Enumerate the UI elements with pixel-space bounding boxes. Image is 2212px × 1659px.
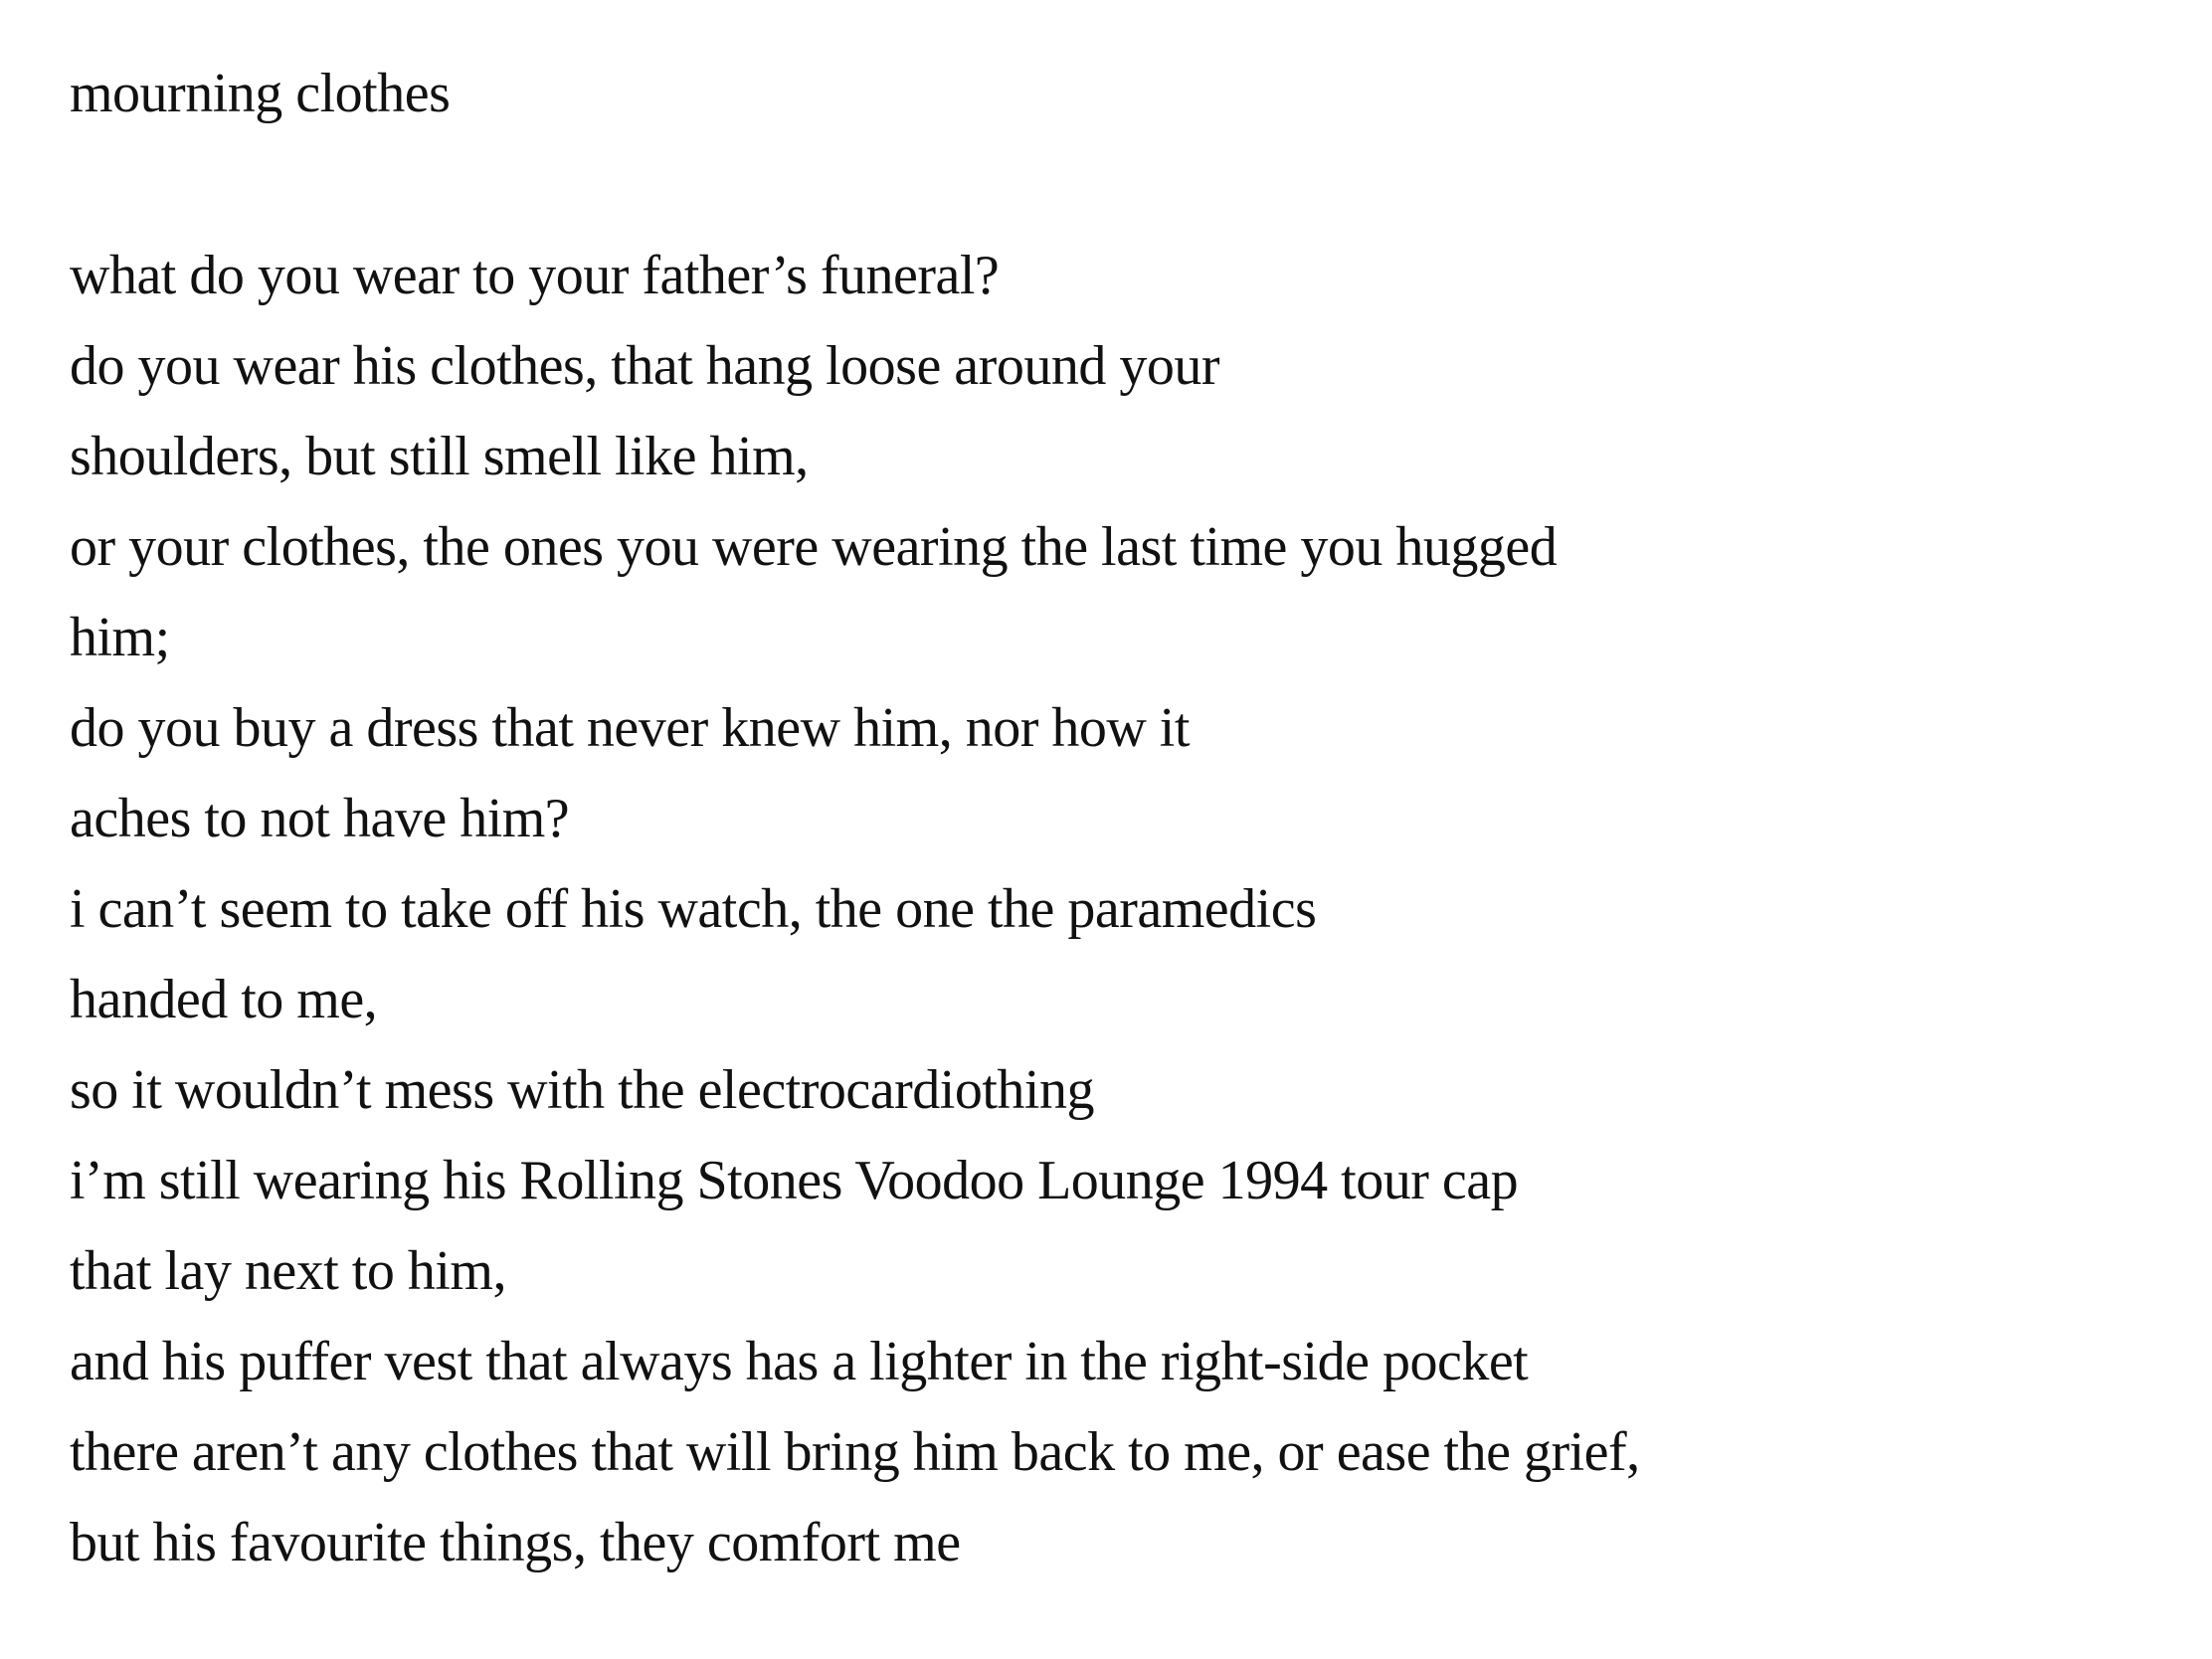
poem-line: aches to not have him? — [70, 788, 570, 849]
poem-line: so it wouldn’t mess with the electrocardiothing — [70, 1059, 1094, 1121]
poem-line: that lay next to him, — [70, 1240, 506, 1302]
poem-title: mourning clothes — [70, 63, 451, 124]
poem-line: i can’t seem to take off his watch, the one the paramedics — [70, 878, 1317, 940]
poem-line: handed to me, — [70, 969, 378, 1030]
poem-line: do you wear his clothes, that hang loose around your — [70, 335, 1219, 397]
poem-line: but his favourite things, they comfort me — [70, 1512, 961, 1573]
poem-line: shoulders, but still smell like him, — [70, 426, 809, 487]
poem-body — [70, 231, 1640, 1588]
poem-line: there aren’t any clothes that will bring him back to me, or ease the grief, — [70, 1421, 1640, 1483]
poem-line: do you buy a dress that never knew him, nor how it — [70, 697, 1190, 759]
poem-line: or your clothes, the ones you were wearing the last time you hugged — [70, 516, 1558, 578]
poem-line: i’m still wearing his Rolling Stones Voodoo Lounge 1994 tour cap — [70, 1150, 1519, 1211]
poem-line: and his puffer vest that always has a lighter in the right-side pocket — [70, 1331, 1529, 1392]
poem-line: him; — [70, 607, 170, 668]
poem-line: what do you wear to your father’s funeral? — [70, 245, 1000, 306]
